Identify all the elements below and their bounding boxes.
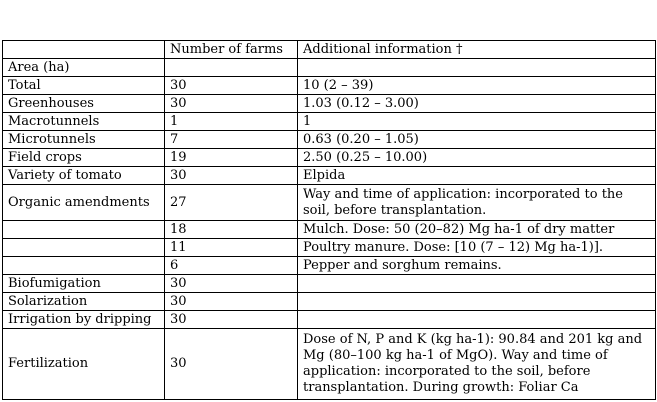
additional-info: 1 xyxy=(298,113,656,131)
additional-info xyxy=(298,293,656,311)
row-label: Organic amendments xyxy=(3,185,165,221)
row-label: Field crops xyxy=(3,149,165,167)
farms-count: 30 xyxy=(165,311,298,329)
farms-count: 11 xyxy=(165,239,298,257)
row-label: Fertilization xyxy=(3,329,165,400)
table-row-macrotunnels xyxy=(3,113,656,131)
farms-count: 30 xyxy=(165,167,298,185)
table-row-poultry-manure xyxy=(3,239,656,257)
additional-info xyxy=(298,59,656,77)
farms-count: 27 xyxy=(165,185,298,221)
additional-info: Mulch. Dose: 50 (20–82) Mg ha-1 of dry matter xyxy=(298,221,656,239)
column-header-additional-information: Additional information † xyxy=(298,41,656,59)
additional-info: Poultry manure. Dose: [10 (7 – 12) Mg ha-1)]. xyxy=(298,239,656,257)
farms-count: 30 xyxy=(165,329,298,400)
table-row-total xyxy=(3,77,656,95)
row-label xyxy=(3,257,165,275)
additional-info: 10 (2 – 39) xyxy=(298,77,656,95)
table-row-mulch xyxy=(3,221,656,239)
table-row-solarization xyxy=(3,293,656,311)
row-label xyxy=(3,221,165,239)
table-row-microtunnels xyxy=(3,131,656,149)
row-label: Variety of tomato xyxy=(3,167,165,185)
table-row-greenhouses xyxy=(3,95,656,113)
farms-count: 30 xyxy=(165,275,298,293)
table-row-organic-amendments xyxy=(3,185,656,221)
farms-count xyxy=(165,59,298,77)
table-row-biofumigation xyxy=(3,275,656,293)
farms-count: 6 xyxy=(165,257,298,275)
farm-survey-table xyxy=(2,40,656,400)
additional-info xyxy=(298,275,656,293)
farms-count: 7 xyxy=(165,131,298,149)
additional-info: Dose of N, P and K (kg ha-1): 90.84 and 201 kg and Mg (80–100 kg ha-1 of MgO). Way and time of application: incorporated to the soil, before transplantation. During growth: Foliar Ca xyxy=(298,329,656,400)
additional-info: 1.03 (0.12 – 3.00) xyxy=(298,95,656,113)
row-label: Total xyxy=(3,77,165,95)
table-row-pepper-sorghum xyxy=(3,257,656,275)
corner-cell xyxy=(3,41,165,59)
additional-info: Pepper and sorghum remains. xyxy=(298,257,656,275)
farms-count: 18 xyxy=(165,221,298,239)
additional-info: 0.63 (0.20 – 1.05) xyxy=(298,131,656,149)
farms-count: 19 xyxy=(165,149,298,167)
row-label: Microtunnels xyxy=(3,131,165,149)
column-header-number-of-farms: Number of farms xyxy=(165,41,298,59)
farms-count: 30 xyxy=(165,77,298,95)
header-row xyxy=(3,41,656,59)
additional-info: 2.50 (0.25 – 10.00) xyxy=(298,149,656,167)
row-label xyxy=(3,239,165,257)
additional-info xyxy=(298,311,656,329)
table-row-fertilization xyxy=(3,329,656,400)
row-label: Biofumigation xyxy=(3,275,165,293)
row-label: Irrigation by dripping xyxy=(3,311,165,329)
row-label: Solarization xyxy=(3,293,165,311)
table-row-irrigation-by-dripping xyxy=(3,311,656,329)
table-row-area-ha xyxy=(3,59,656,77)
additional-info: Elpida xyxy=(298,167,656,185)
farms-count: 30 xyxy=(165,95,298,113)
table-row-variety-of-tomato xyxy=(3,167,656,185)
farms-count: 30 xyxy=(165,293,298,311)
additional-info: Way and time of application: incorporated to the soil, before transplantation. xyxy=(298,185,656,221)
table-row-field-crops xyxy=(3,149,656,167)
row-label: Area (ha) xyxy=(3,59,165,77)
row-label: Macrotunnels xyxy=(3,113,165,131)
row-label: Greenhouses xyxy=(3,95,165,113)
farms-count: 1 xyxy=(165,113,298,131)
